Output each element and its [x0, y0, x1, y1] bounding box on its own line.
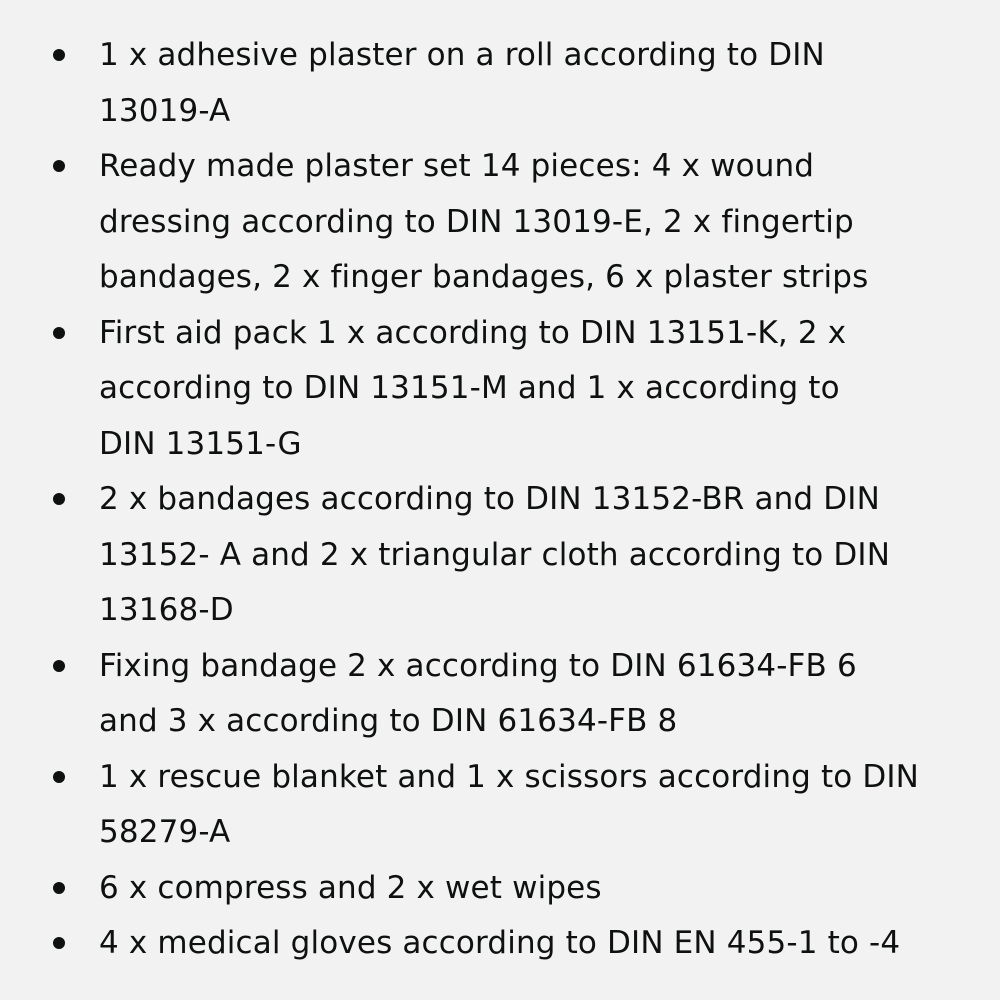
- feature-bullet: [0, 306, 1000, 473]
- feature-bullet: [0, 750, 1000, 861]
- feature-bullet: [0, 916, 1000, 972]
- bullet-dot-icon: [53, 49, 65, 61]
- feature-text-line: 2 x bandages according to DIN 13152-BR and DIN: [99, 481, 880, 517]
- feature-text-line: dressing according to DIN 13019-E, 2 x fingertip: [99, 203, 854, 240]
- feature-text-line: 13152- A and 2 x triangular cloth according to DIN: [99, 536, 891, 573]
- bullet-dot-icon: [53, 937, 65, 949]
- feature-text-line: 13019-A: [99, 92, 231, 129]
- bullet-dot-icon: [53, 160, 65, 172]
- feature-text-line: 1 x adhesive plaster on a roll according to DIN: [99, 37, 825, 73]
- feature-bullet: [0, 472, 1000, 639]
- feature-text-line: 4 x medical gloves according to DIN EN 455-1 to -4: [99, 925, 901, 961]
- feature-bullet: [0, 861, 1000, 917]
- product-features: [0, 28, 1000, 972]
- bullet-dot-icon: [53, 493, 65, 505]
- feature-text-line: Ready made plaster set 14 pieces: 4 x wound: [99, 148, 815, 184]
- feature-text-line: First aid pack 1 x according to DIN 13151-K, 2 x: [99, 314, 847, 351]
- feature-text-line: and 3 x according to DIN 61634-FB 8: [99, 703, 678, 739]
- bullet-dot-icon: [53, 660, 65, 672]
- feature-bullet: [0, 28, 1000, 139]
- feature-text-line: Fixing bandage 2 x according to DIN 61634-FB 6: [99, 647, 857, 684]
- feature-text-line: 6 x compress and 2 x wet wipes: [99, 869, 602, 906]
- feature-text-line: according to DIN 13151-M and 1 x according to: [99, 370, 840, 406]
- feature-text-line: bandages, 2 x finger bandages, 6 x plaster strips: [99, 259, 869, 295]
- feature-bullet-list: [0, 28, 1000, 972]
- bullet-dot-icon: [53, 771, 65, 783]
- feature-bullet: [0, 139, 1000, 306]
- feature-bullet: [0, 639, 1000, 750]
- bullet-dot-icon: [53, 882, 65, 894]
- feature-text-line: 1 x rescue blanket and 1 x scissors according to DIN: [99, 758, 920, 795]
- feature-text-line: 13168-D: [99, 592, 234, 628]
- feature-text-line: 58279-A: [99, 814, 231, 850]
- bullet-dot-icon: [53, 327, 65, 339]
- feature-text-line: DIN 13151-G: [99, 425, 302, 462]
